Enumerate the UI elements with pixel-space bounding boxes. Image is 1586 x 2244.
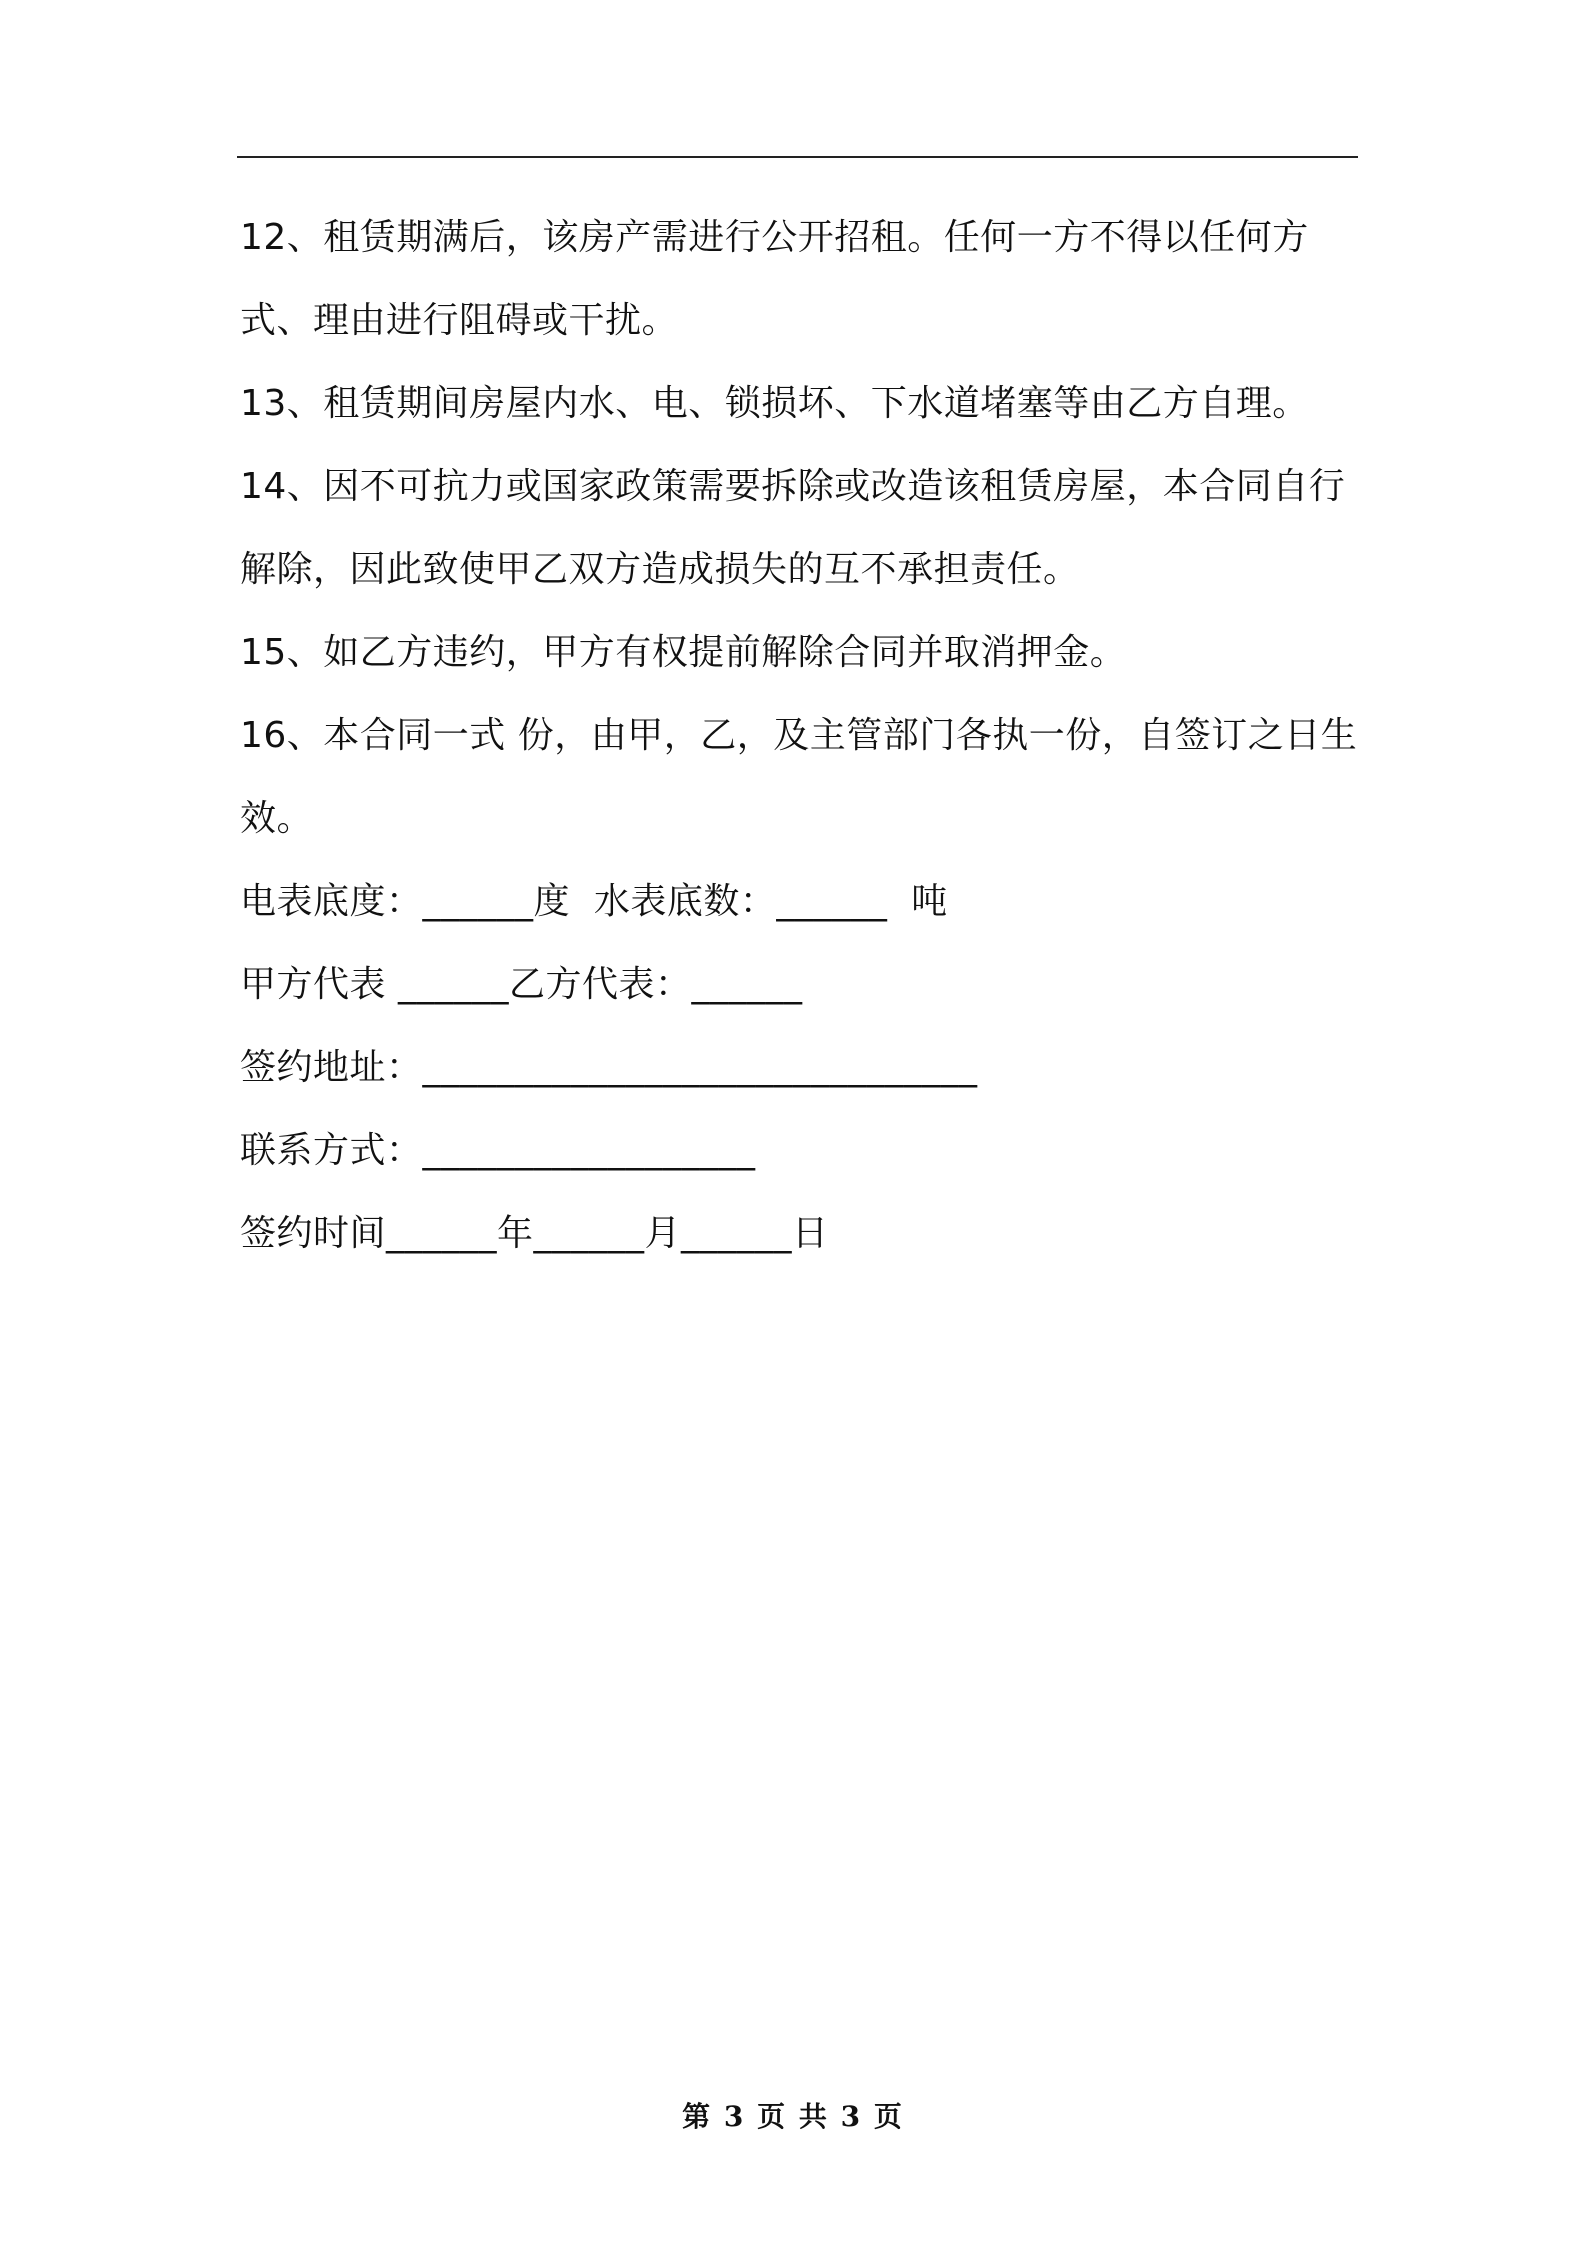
clause-13: 13、租赁期间房屋内水、电、锁损坏、下水道堵塞等由乙方自理。: [240, 383, 1309, 424]
signing-address-line: 签约地址：______________________________: [240, 1047, 978, 1088]
page-number-footer: 第 3 页 共 3 页: [682, 2100, 904, 2133]
header-rule: [237, 156, 1358, 158]
party-representatives-line: 甲方代表 ______乙方代表：______: [240, 964, 803, 1005]
meter-readings-line: 电表底度：______度 水表底数：______ 吨: [240, 881, 948, 922]
clause-14: 14、因不可抗力或国家政策需要拆除或改造该租赁房屋，本合同自行解除，因此致使甲乙双方造成损失的互不承担责任。: [240, 466, 1346, 590]
clause-12: 12、租赁期满后，该房产需进行公开招租。任何一方不得以任何方式、理由进行阻碍或干扰。: [240, 217, 1309, 341]
contact-info-line: 联系方式：__________________: [240, 1130, 756, 1171]
clause-15: 15、如乙方违约，甲方有权提前解除合同并取消押金。: [240, 632, 1127, 673]
signing-date-line: 签约时间______年______月______日: [240, 1213, 829, 1254]
clause-16: 16、本合同一式 份，由甲，乙，及主管部门各执一份，自签订之日生效。: [240, 715, 1358, 839]
document-body: [240, 196, 1358, 1275]
